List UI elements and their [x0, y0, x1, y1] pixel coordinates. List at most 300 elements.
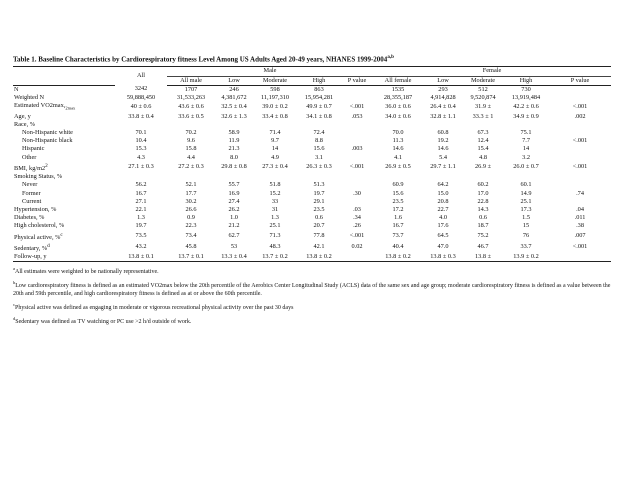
cell-m-high: 42.1 [313, 243, 325, 251]
row-label [13, 198, 115, 206]
cell-m-all: 31,533,263 [176, 93, 206, 101]
cell-f-low: 29.7 ± 1.1 [430, 163, 456, 171]
footnote-mark: b [13, 280, 16, 286]
row-label-text: Hispanic [22, 145, 45, 153]
cell-f-all: 40.4 [392, 243, 404, 251]
cell-f-all: 14.6 [392, 145, 404, 153]
cell-m-all: 22.3 [185, 222, 197, 230]
cell-f-low: 47.0 [437, 243, 449, 251]
cell-f-low: 4.0 [439, 214, 447, 222]
header-blank [13, 67, 115, 76]
header-blank [13, 76, 115, 85]
cell-m-all: 9.6 [187, 137, 195, 145]
cell-f-high: 75.1 [520, 129, 532, 136]
cell-f-all: 28,355,187 [383, 93, 413, 101]
cell-all [115, 121, 167, 129]
cell-f-high: 33.7 [520, 243, 532, 251]
cell-f-all: 13.8 ± 0.2 [373, 253, 423, 262]
cell-f-p: <.001 [572, 243, 588, 251]
cell-m-low: 55.7 [228, 181, 240, 189]
row-label [13, 145, 115, 153]
cell-f-mod: 9,520,874 [470, 93, 496, 101]
header-male-col: Low [215, 76, 253, 85]
cell-all: 43.2 [135, 243, 147, 251]
row-label [13, 102, 115, 112]
cell-m-mod: 31 [271, 205, 279, 213]
cell-m-mod: 15.2 [269, 189, 281, 197]
cell-m-low: 26.2 [228, 205, 240, 213]
cell-f-p [549, 85, 611, 94]
cell-f-low: 5.4 [439, 153, 447, 161]
cell-f-mod: 12.4 [477, 137, 489, 145]
cell-all: 16.7 [135, 189, 147, 197]
cell-f-p: .007 [574, 232, 586, 240]
baseline-table [13, 66, 611, 262]
cell-all: 33.8 ± 0.4 [128, 112, 154, 120]
cell-m-high: 3.1 [315, 153, 323, 161]
table-row [13, 154, 611, 162]
cell-m-p: .30 [353, 189, 361, 197]
cell-all: 1.3 [137, 214, 145, 222]
footnote-mark: d [47, 242, 50, 249]
footnote [13, 279, 611, 298]
cell-f-high: 13,919,484 [511, 93, 541, 101]
cell-m-low: 11.9 [228, 137, 240, 145]
cell-m-p [341, 173, 373, 181]
table-row [13, 113, 611, 121]
cell-m-high: 29.1 [313, 197, 325, 205]
document [13, 53, 611, 329]
cell-m-high: 15.6 [313, 145, 325, 153]
cell-m-p: .003 [351, 145, 363, 153]
cell-f-high: 15 [522, 222, 530, 230]
table-row [13, 85, 611, 94]
row-label [13, 253, 115, 262]
footnote-mark: c [13, 302, 15, 308]
cell-f-p [549, 94, 611, 102]
cell-f-low: 22.7 [437, 205, 449, 213]
cell-m-low: 4,381,672 [221, 93, 247, 101]
cell-m-all: 52.1 [185, 181, 197, 189]
cell-f-mod: 60.2 [477, 181, 489, 189]
cell-all: 56.2 [135, 181, 147, 189]
cell-f-high: 60.1 [520, 181, 532, 189]
row-label-text: Smoking Status, % [14, 173, 63, 181]
cell-f-all: 1535 [391, 85, 405, 93]
cell-m-p [341, 181, 373, 189]
cell-f-high: 14.9 [520, 189, 532, 197]
cell-f-low: 26.4 ± 0.4 [430, 103, 456, 111]
cell-m-mod: 33.4 ± 0.8 [262, 112, 288, 120]
cell-f-high: 26.0 ± 0.7 [513, 163, 539, 171]
footnotes [13, 265, 611, 326]
cell-f-p [549, 173, 611, 181]
cell-m-all: 13.7 ± 0.1 [167, 253, 215, 262]
cell-m-all: 33.6 ± 0.5 [178, 112, 204, 120]
cell-all: 59,888,450 [126, 93, 156, 101]
cell-f-mod: 31.9 ± [475, 103, 492, 111]
cell-f-mod: 13.8 ± [463, 253, 503, 262]
cell-all: 70.1 [135, 129, 147, 136]
cell-all: 19.7 [135, 222, 147, 230]
cell-f-all [373, 121, 423, 129]
table-row [13, 214, 611, 222]
cell-m-all: 0.9 [187, 214, 195, 222]
table-row [13, 162, 611, 173]
row-label [13, 190, 115, 198]
cell-m-mod [253, 173, 297, 181]
header-female-col: Moderate [463, 76, 503, 85]
footnote-mark: c [60, 231, 63, 238]
cell-m-all [167, 173, 215, 181]
cell-f-p: .38 [576, 222, 584, 230]
cell-f-p [549, 154, 611, 162]
cell-m-high: 15,954,281 [304, 93, 334, 101]
cell-m-mod: 71.3 [269, 232, 281, 240]
cell-m-p: .03 [353, 205, 361, 213]
cell-f-all: 70.0 [392, 129, 404, 136]
cell-f-low: 15.0 [437, 189, 449, 197]
cell-m-high: 0.6 [315, 214, 323, 222]
cell-m-p [341, 137, 373, 145]
cell-f-mod: 17.0 [477, 189, 489, 197]
row-label [13, 137, 115, 145]
header-male-group: Male [167, 67, 373, 76]
cell-f-low: 64.2 [437, 181, 449, 189]
cell-m-low [215, 121, 253, 129]
cell-m-p [341, 129, 373, 137]
header-male-col: Moderate [253, 76, 297, 85]
cell-f-high: 14 [522, 145, 530, 153]
cell-m-mod: 11,197,310 [260, 93, 290, 101]
header-male-col: All male [167, 76, 215, 85]
cell-f-high: 13.9 ± 0.2 [503, 253, 549, 262]
cell-m-all: 70.2 [185, 129, 197, 136]
table-row [13, 253, 611, 262]
row-label [13, 113, 115, 121]
row-label-text: BMI, kg/m2 [14, 164, 46, 172]
cell-m-high: 51.3 [313, 181, 325, 189]
cell-m-low: 21.3 [228, 145, 240, 153]
cell-m-p [341, 121, 373, 129]
footnote-text: All estimates were weighted to be nationally representative. [15, 269, 159, 276]
cell-f-p: <.001 [572, 137, 588, 145]
cell-f-p: <.001 [572, 103, 588, 111]
footnote-text: Sedentary was defined as TV watching or PC use >2 h/d outside of work. [15, 319, 192, 326]
cell-m-p [341, 85, 373, 94]
cell-f-all: 60.9 [392, 181, 404, 189]
row-label [13, 85, 115, 94]
cell-m-mod: 4.9 [271, 153, 279, 161]
cell-f-low: 32.8 ± 1.1 [430, 112, 456, 120]
cell-m-high: 8.8 [315, 137, 323, 145]
cell-m-p: <.001 [349, 103, 365, 111]
cell-all: 27.1 [135, 197, 147, 205]
cell-f-high: 17.3 [520, 205, 532, 213]
cell-m-p [341, 253, 373, 262]
cell-m-high: 13.8 ± 0.2 [297, 253, 341, 262]
cell-f-high: 1.5 [522, 214, 530, 222]
cell-m-low [215, 173, 253, 181]
cell-m-high [297, 173, 341, 181]
cell-m-mod: 27.3 ± 0.4 [262, 163, 288, 171]
cell-f-low: 293 [438, 85, 448, 93]
cell-f-all [373, 173, 423, 181]
cell-f-low [423, 173, 463, 181]
cell-m-mod [253, 121, 297, 129]
cell-f-high: 3.2 [522, 153, 530, 161]
table-row [13, 129, 611, 137]
cell-m-all: 30.2 [185, 197, 197, 205]
cell-m-mod: 1.3 [271, 214, 279, 222]
cell-f-mod: 14.3 [477, 205, 489, 213]
footnote [13, 265, 611, 276]
header-all: All [115, 67, 167, 85]
cell-f-mod [463, 173, 503, 181]
table-row [13, 190, 611, 198]
row-label-text: N [14, 85, 19, 93]
cell-f-mod: 18.7 [477, 222, 489, 230]
cell-m-p [341, 94, 373, 102]
cell-f-mod: 512 [478, 85, 488, 93]
cell-m-p [341, 154, 373, 162]
cell-f-high: 7.7 [522, 137, 530, 145]
cell-all [115, 173, 167, 181]
cell-f-low [423, 121, 463, 129]
table-row [13, 102, 611, 112]
table-title-marks: a,b [387, 55, 394, 60]
row-label-text: Estimated VO2max, [14, 102, 66, 110]
cell-f-mod: 75.2 [477, 232, 489, 240]
row-label [13, 231, 115, 242]
row-label-text: Follow-up, y [14, 253, 47, 261]
cell-f-high: 34.9 ± 0.9 [513, 112, 539, 120]
cell-f-mod [463, 121, 503, 129]
cell-m-all: 26.6 [185, 205, 197, 213]
cell-f-high: 42.2 ± 0.6 [513, 103, 539, 111]
header-male-col: P value [341, 76, 373, 85]
vo2-subscript: 2max [65, 105, 76, 111]
cell-m-low: 1.0 [230, 214, 238, 222]
cell-f-low: 64.5 [437, 232, 449, 240]
cell-f-low: 13.8 ± 0.3 [423, 253, 463, 262]
cell-f-all: 15.6 [392, 189, 404, 197]
row-label-text: High cholesterol, % [14, 222, 65, 230]
cell-f-p [549, 253, 611, 262]
cell-m-low: 27.4 [228, 197, 240, 205]
cell-m-all: 17.7 [185, 189, 197, 197]
cell-all: 4.3 [137, 153, 145, 161]
cell-f-all: 4.1 [394, 153, 402, 161]
table-row [13, 206, 611, 214]
cell-m-low: 53 [230, 243, 238, 251]
footnote-text: Physical active was defined as engaging in moderate or vigorous recreational physical activity over the past 30 days [15, 305, 294, 312]
cell-m-all: 73.4 [185, 232, 197, 240]
cell-m-low: 32.6 ± 1.3 [221, 112, 247, 120]
row-label-text: Non-Hispanic white [22, 129, 73, 136]
cell-f-p [549, 121, 611, 129]
cell-m-mod: 25.1 [269, 222, 281, 230]
cell-f-low: 14.6 [437, 145, 449, 153]
row-label-text: Non-Hispanic black [22, 137, 73, 145]
cell-f-p [549, 198, 611, 206]
cell-all: 15.3 [135, 145, 147, 153]
cell-m-mod: 51.8 [269, 181, 281, 189]
cell-m-low: 8.0 [230, 153, 238, 161]
row-label-text: Sedentary, % [14, 244, 48, 252]
cell-f-high: 25.1 [520, 197, 532, 205]
row-label-text: Age, y [14, 112, 31, 120]
cell-m-all: 15.8 [185, 145, 197, 153]
cell-m-low: 13.3 ± 0.4 [215, 253, 253, 262]
cell-all: 40 ± 0.6 [130, 103, 152, 111]
row-label [13, 222, 115, 230]
cell-f-all: 34.0 ± 0.6 [385, 112, 411, 120]
cell-m-high: 20.7 [313, 222, 325, 230]
cell-m-all [167, 121, 215, 129]
cell-m-high [297, 121, 341, 129]
cell-f-mod: 33.3 ± 1 [472, 112, 494, 120]
cell-m-high: 77.8 [313, 232, 325, 240]
cell-f-high: 76 [522, 232, 530, 240]
cell-f-p: .011 [574, 214, 586, 222]
cell-f-all: 17.2 [392, 205, 404, 213]
cell-f-mod: 46.7 [477, 243, 489, 251]
cell-f-mod: 4.8 [479, 153, 487, 161]
table-row [13, 121, 611, 129]
cell-m-p: .053 [351, 112, 363, 120]
cell-m-mod: 48.3 [269, 243, 281, 251]
cell-f-all: 36.0 ± 0.6 [385, 103, 411, 111]
cell-f-p: .002 [574, 112, 586, 120]
cell-f-all: 16.7 [392, 222, 404, 230]
table-title [13, 53, 611, 64]
cell-all: 73.5 [135, 232, 147, 240]
cell-f-p [549, 145, 611, 153]
cell-f-all: 11.3 [392, 137, 404, 145]
cell-m-mod: 33 [271, 197, 279, 205]
cell-f-mod: 67.3 [477, 129, 489, 136]
row-label [13, 173, 115, 181]
cell-m-low: 246 [229, 85, 239, 93]
row-label-text: Weighted N [14, 93, 45, 101]
cell-m-all: 27.2 ± 0.3 [178, 163, 204, 171]
cell-f-mod: 15.4 [477, 145, 489, 153]
cell-m-high: 863 [314, 85, 324, 93]
cell-m-low: 21.2 [228, 222, 240, 230]
table-row [13, 198, 611, 206]
cell-m-mod: 13.7 ± 0.2 [253, 253, 297, 262]
cell-f-p: .74 [576, 189, 584, 197]
cell-m-mod: 9.7 [271, 137, 279, 145]
row-label [13, 214, 115, 222]
cell-m-low: 29.8 ± 0.8 [221, 163, 247, 171]
header-female-group: Female [373, 67, 611, 76]
row-label-text: Race, % [14, 120, 35, 128]
row-label [13, 154, 115, 162]
table-row [13, 242, 611, 253]
footnote [13, 315, 611, 326]
cell-m-all: 4.4 [187, 153, 195, 161]
table-row [13, 137, 611, 145]
cell-m-p: 0.02 [351, 243, 363, 251]
table-row [13, 173, 611, 181]
table-row [13, 231, 611, 242]
row-label-text: Other [22, 153, 37, 161]
cell-m-p: <.001 [349, 163, 365, 171]
cell-m-high: 72.4 [313, 129, 325, 136]
cell-f-low: 60.8 [437, 129, 449, 136]
row-label [13, 94, 115, 102]
cell-m-mod: 14 [271, 145, 279, 153]
cell-m-all: 43.6 ± 0.6 [178, 103, 204, 111]
cell-f-all: 1.6 [394, 214, 402, 222]
row-label [13, 206, 115, 214]
cell-m-high: 34.1 ± 0.8 [306, 112, 332, 120]
cell-f-all: 26.9 ± 0.5 [385, 163, 411, 171]
cell-m-mod: 71.4 [269, 129, 281, 136]
row-label-text: Hypertension, % [14, 205, 57, 213]
cell-all: 3242 [134, 85, 148, 93]
cell-f-low: 17.6 [437, 222, 449, 230]
cell-m-all: 1707 [184, 85, 198, 93]
bmi-superscript: 2 [45, 162, 48, 169]
footnote [13, 301, 611, 312]
cell-f-high [503, 121, 549, 129]
cell-m-all: 45.8 [185, 243, 197, 251]
footnote-mark: a [13, 266, 15, 272]
cell-m-p: .26 [353, 222, 361, 230]
cell-m-p [341, 198, 373, 206]
cell-m-low: 32.5 ± 0.4 [221, 103, 247, 111]
cell-m-p: .34 [353, 214, 361, 222]
cell-f-low: 20.8 [437, 197, 449, 205]
table-row [13, 222, 611, 230]
header-female-col: All female [373, 76, 423, 85]
row-label-text: Former [22, 189, 41, 197]
row-label [13, 121, 115, 129]
cell-m-high: 49.9 ± 0.7 [306, 103, 332, 111]
cell-f-mod: 0.6 [479, 214, 487, 222]
cell-m-p: <.001 [349, 232, 365, 240]
table-title-text: Table 1. Baseline Characteristics by Cardiorespiratory fitness Level Among US Adults Aged 20-49 years, NHANES 1999-2004 [13, 55, 388, 64]
cell-f-p: .04 [576, 205, 584, 213]
row-label-text: Diabetes, % [14, 214, 45, 222]
cell-f-high [503, 173, 549, 181]
row-label [13, 129, 115, 137]
cell-f-p: <.001 [572, 163, 588, 171]
table-row [13, 181, 611, 189]
row-label [13, 162, 115, 173]
cell-all: 13.8 ± 0.1 [115, 253, 167, 262]
row-label-text: Physical active, % [14, 233, 61, 241]
row-label-text: Current [22, 197, 42, 205]
cell-all: 22.1 [135, 205, 147, 213]
footnote-text: Low cardiorespiratory fitness is defined as an estimated VO2max below the 20th percentile of the Aerobics Center Longitudinal Study (ACLS) data of the same sex and age group; moderate cardiorespiratory fitness is defined as a value between the 20th and 59th percentile, and high cardiorespiratory fitness is defined as at or above the 60th percentile. [13, 283, 611, 298]
header-female-col: Low [423, 76, 463, 85]
cell-m-low: 16.9 [228, 189, 240, 197]
cell-f-all: 73.7 [392, 232, 404, 240]
table-row [13, 145, 611, 153]
row-label [13, 181, 115, 189]
cell-m-high: 19.7 [313, 189, 325, 197]
cell-f-mod: 26.9 ± [475, 163, 492, 171]
cell-m-low: 62.7 [228, 232, 240, 240]
cell-f-mod: 22.8 [477, 197, 489, 205]
cell-f-low: 4,914,828 [430, 93, 456, 101]
cell-all: 27.1 ± 0.3 [128, 163, 154, 171]
header-female-col: High [503, 76, 549, 85]
